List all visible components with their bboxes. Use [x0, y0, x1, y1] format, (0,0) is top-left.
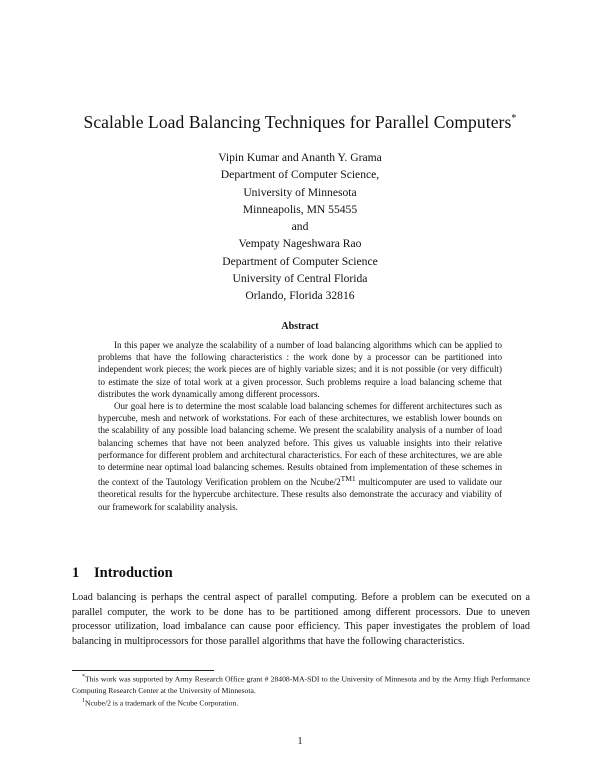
section-heading [72, 565, 173, 582]
paper-title [40, 112, 560, 133]
footnote [72, 696, 530, 709]
footnote-text: This work was supported by Army Research Office grant # 28408-MA-SDI to the University of Minnesota and by the Army High Performance Computing Research Center at the University of Minnesota. [72, 674, 530, 695]
footnote-marker: 1 [82, 697, 85, 704]
abstract-paragraph: Our goal here is to determine the most scalable load balancing schemes for different architectures such as hypercube, mesh and network of workstations. For each of these architectures, we establish lower bounds on the scalability of any possible load balancing scheme. We present the scalability analysis of a number of load balancing schemes that have not been analyzed before. This gives us valuable insights into their relative performance for different problem and architectural characteristics. For each of these architectures, we are able to determine near optimal load balancing schemes. Results obtained from implementation of these schemes in the context of the Tautology Verification problem on the Ncube/$2^{TM1}$ multicomputer are used to validate our theoretical results for the hypercube architecture. These results also demonstrate the accuracy and viability of our framework for scalability analysis. [98, 401, 502, 512]
footnote [72, 672, 530, 696]
trademark-marker: TM1 [340, 474, 356, 484]
footnote-text: Ncube/2 is a trademark of the Ncube Corporation. [85, 698, 239, 708]
author-line: Vipin Kumar and Ananth Y. Grama [218, 151, 382, 164]
title-footnote-marker: * [511, 113, 517, 124]
footnote-marker: * [82, 674, 85, 680]
author-line: Department of Computer Science [222, 254, 378, 268]
abstract-heading: Abstract [281, 321, 319, 332]
section-number: 1 [72, 565, 80, 581]
author-block [100, 149, 500, 305]
intro-body [72, 591, 530, 649]
author-line: Department of Computer Science, [220, 168, 380, 182]
author-line: and [291, 220, 309, 234]
abstract-paragraph: In this paper we analyze the scalability of a number of load balancing algorithms which can be applied to problems that have the following characteristics : the work done by a processor can be partitioned into independent work pieces; the work pieces are of highly variable sizes; and it is not possible (or very difficult) to estimate the size of total work at a given processor. Such problems require a load balancing scheme that distributes the work dynamically among different processors. [98, 340, 502, 399]
section-title: Introduction [94, 565, 173, 581]
author-line: Orlando, Florida 32816 [245, 289, 355, 303]
paper-title-text: Scalable Load Balancing Techniques for Parallel Computers [83, 112, 512, 132]
author-line: Vempaty Nageshwara Rao [238, 237, 362, 251]
footnotes [72, 672, 530, 709]
intro-paragraph: Load balancing is perhaps the central aspect of parallel computing. Before a problem can be executed on a parallel computer, the work to be done has to be partitioned among different processors. Due to uneven processor utilization, load imbalance can cause poor efficiency. This paper investigates the problem of load balancing in multiprocessors for those parallel algorithms that have the following characteristics. [72, 592, 530, 647]
page-number: 1 [297, 736, 303, 747]
author-line: University of Minnesota [243, 185, 357, 199]
footnote-divider [72, 670, 214, 671]
author-line: University of Central Florida [232, 272, 368, 286]
abstract-body [98, 339, 502, 513]
author-line: Minneapolis, MN 55455 [242, 202, 358, 216]
